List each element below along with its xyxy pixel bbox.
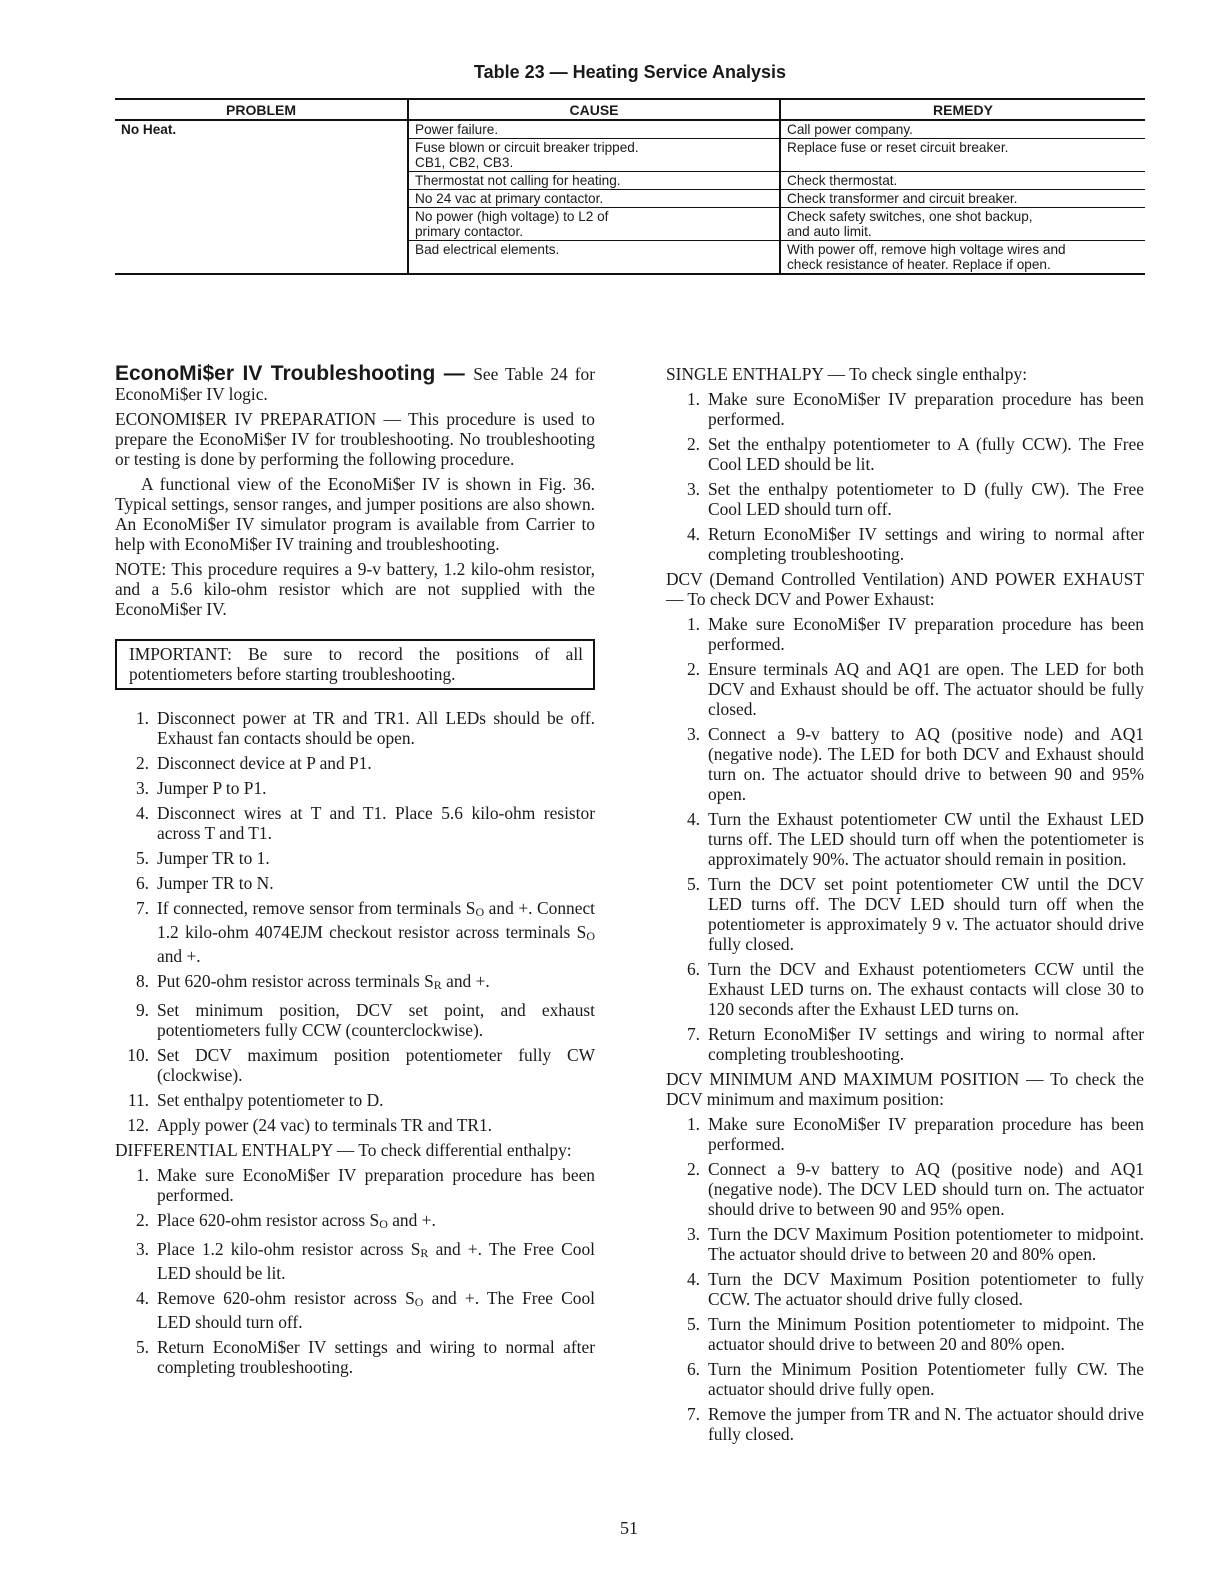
list-item bbox=[115, 1239, 595, 1283]
step-text: Turn the DCV Maximum Position potentiometer to midpoint. The actuator should drive to between 20 and 80% open. bbox=[708, 1224, 1144, 1264]
step-text: and +. bbox=[441, 971, 490, 991]
remedy-cell bbox=[780, 172, 1145, 190]
cause-line: primary contactor. bbox=[415, 224, 524, 239]
left-column bbox=[115, 364, 595, 1377]
step-number: 5 . bbox=[115, 848, 149, 868]
list-item bbox=[666, 659, 1144, 719]
step-number: 4 . bbox=[666, 524, 700, 544]
step-text: Turn the Exhaust potentiometer CW until the Exhaust LED turns off. The LED should turn off when the potentiometer is approximately 90%. The actuator should remain in position. bbox=[708, 809, 1144, 869]
cause-cell bbox=[408, 241, 780, 275]
step-text: Turn the Minimum Position potentiometer to midpoint. The actuator should drive to between 20 and 80% open. bbox=[708, 1314, 1144, 1354]
prep-label: ECONOMI$ER IV PREPARATION bbox=[115, 409, 377, 429]
list-item bbox=[115, 753, 595, 773]
single-steps bbox=[666, 389, 1144, 564]
step-number: 7 . bbox=[666, 1024, 700, 1044]
step-text: and +. The Free Cool LED should be lit. bbox=[157, 1239, 595, 1283]
step-number: 1 . bbox=[115, 1165, 149, 1185]
subscript: O bbox=[475, 905, 485, 919]
step-text: Disconnect wires at T and T1. Place 5.6 kilo-ohm resistor across T and T1. bbox=[157, 803, 595, 843]
step-text: Disconnect power at TR and TR1. All LEDs should be off. Exhaust fan contacts should be open. bbox=[157, 708, 595, 748]
list-item bbox=[115, 708, 595, 748]
cause-line: Bad electrical elements. bbox=[415, 242, 560, 257]
remedy-line: Check transformer and circuit breaker. bbox=[787, 191, 1018, 206]
table-title: Table 23 — Heating Service Analysis bbox=[473, 62, 787, 82]
step-number: 3 . bbox=[666, 724, 700, 744]
step-number: 8 . bbox=[115, 971, 149, 991]
remedy-cell bbox=[780, 120, 1145, 139]
step-number: 4 . bbox=[115, 1288, 149, 1308]
list-item bbox=[666, 434, 1144, 474]
list-item bbox=[115, 1090, 595, 1110]
step-text: Set minimum position, DCV set point, and exhaust potentiometers fully CCW (counterclockwise). bbox=[157, 1000, 595, 1040]
step-text: Ensure terminals AQ and AQ1 are open. The LED for both DCV and Exhaust should be off. The actuator should be fully closed. bbox=[708, 659, 1144, 719]
list-item bbox=[666, 959, 1144, 1019]
section-intro bbox=[115, 364, 595, 404]
step-number: 12 . bbox=[115, 1115, 149, 1135]
remedy-line: Check thermostat. bbox=[787, 173, 898, 188]
prep-steps bbox=[115, 708, 595, 1135]
step-text: Place 620-ohm resistor across S bbox=[157, 1210, 380, 1230]
diff-steps bbox=[115, 1165, 595, 1377]
step-text: and +. Connect 1.2 kilo-ohm 4074EJM checkout resistor across terminals S bbox=[157, 898, 595, 942]
list-item bbox=[666, 479, 1144, 519]
table-header-row bbox=[115, 99, 1145, 120]
step-text: Turn the DCV and Exhaust potentiometers CCW until the Exhaust LED turns on. The exhaust contacts will close 30 to 120 seconds after the Exhaust LED turns on. bbox=[708, 959, 1144, 1019]
cause-line: Thermostat not calling for heating. bbox=[415, 173, 621, 188]
step-text: Connect a 9-v battery to AQ (positive node) and AQ1 (negative node). The DCV LED should turn on. The actuator should drive to between 90 and 95% open. bbox=[708, 1159, 1144, 1219]
step-number: 2 . bbox=[666, 659, 700, 679]
step-number: 1 . bbox=[666, 614, 700, 634]
list-item bbox=[115, 1045, 595, 1085]
diff-heading: DIFFERENTIAL ENTHALPY — To check differential enthalpy: bbox=[115, 1140, 572, 1160]
cause-line: CB1, CB2, CB3. bbox=[415, 155, 514, 170]
cause-cell bbox=[408, 190, 780, 208]
list-item bbox=[666, 1114, 1144, 1154]
remedy-cell bbox=[780, 241, 1145, 275]
step-text: Apply power (24 vac) to terminals TR and TR1. bbox=[157, 1115, 493, 1135]
remedy-line: Check safety switches, one shot backup, bbox=[787, 209, 1033, 224]
step-number: 2 . bbox=[115, 753, 149, 773]
heading-dash: — bbox=[435, 362, 474, 385]
prep-text: — This procedure is used to prepare the EconoMi$er IV for troubleshooting. No troubleshooting or testing is done by performing the following procedure. bbox=[115, 409, 595, 469]
step-number: 3 . bbox=[666, 1224, 700, 1244]
step-text: Set DCV maximum position potentiometer fully CW (clockwise). bbox=[157, 1045, 595, 1085]
subscript: R bbox=[420, 1246, 429, 1260]
step-text: Make sure EconoMi$er IV preparation procedure has been performed. bbox=[157, 1165, 595, 1205]
list-item bbox=[666, 724, 1144, 804]
remedy-line: Replace fuse or reset circuit breaker. bbox=[787, 140, 1009, 155]
list-item bbox=[115, 873, 595, 893]
subscript: R bbox=[433, 978, 442, 992]
minmax-steps bbox=[666, 1114, 1144, 1444]
subscript: O bbox=[414, 1295, 424, 1309]
list-item bbox=[115, 898, 595, 966]
step-text: Set the enthalpy potentiometer to D (fully CW). The Free Cool LED should turn off. bbox=[708, 479, 1144, 519]
step-text: Disconnect device at P and P1. bbox=[157, 753, 372, 773]
remedy-line: With power off, remove high voltage wires and bbox=[787, 242, 1066, 257]
remedy-line: check resistance of heater. Replace if open. bbox=[787, 257, 1051, 272]
step-number: 9 . bbox=[115, 1000, 149, 1020]
problem-cell: No Heat. bbox=[115, 120, 408, 274]
step-number: 5 . bbox=[666, 874, 700, 894]
remedy-cell bbox=[780, 208, 1145, 241]
cause-line: Power failure. bbox=[415, 122, 499, 137]
step-text: and +. bbox=[157, 946, 201, 966]
step-text: Turn the DCV Maximum Position potentiometer to fully CCW. The actuator should drive fully closed. bbox=[708, 1269, 1144, 1309]
list-item bbox=[666, 1024, 1144, 1064]
step-text: Put 620-ohm resistor across terminals S bbox=[157, 971, 434, 991]
header-problem: PROBLEM bbox=[115, 99, 408, 120]
subscript: O bbox=[586, 929, 595, 943]
dcv-heading: DCV (Demand Controlled Ventilation) AND POWER EXHAUST — To check DCV and Power Exhaust: bbox=[666, 569, 1144, 609]
list-item bbox=[115, 971, 595, 995]
list-item bbox=[115, 1115, 595, 1135]
step-text: Make sure EconoMi$er IV preparation procedure has been performed. bbox=[708, 614, 1144, 654]
step-number: 5 . bbox=[666, 1314, 700, 1334]
step-number: 3 . bbox=[666, 479, 700, 499]
step-text: Jumper TR to 1. bbox=[157, 848, 270, 868]
step-number: 7 . bbox=[115, 898, 149, 918]
step-number: 2 . bbox=[666, 1159, 700, 1179]
cause-line: No 24 vac at primary contactor. bbox=[415, 191, 604, 206]
section-heading: EconoMi$er IV Troubleshooting bbox=[115, 362, 436, 385]
page-number: 51 bbox=[620, 1518, 638, 1538]
cause-cell bbox=[408, 172, 780, 190]
step-text: Return EconoMi$er IV settings and wiring to normal after completing troubleshooting. bbox=[157, 1337, 595, 1377]
list-item bbox=[666, 389, 1144, 429]
step-number: 7 . bbox=[666, 1404, 700, 1424]
list-item bbox=[666, 1314, 1144, 1354]
cause-cell bbox=[408, 120, 780, 139]
step-number: 4 . bbox=[115, 803, 149, 823]
heading-tail: See Table 24 for EconoMi$er IV logic. bbox=[115, 364, 595, 404]
cause-line: Fuse blown or circuit breaker tripped. bbox=[415, 140, 639, 155]
step-text: Set the enthalpy potentiometer to A (fully CCW). The Free Cool LED should be lit. bbox=[708, 434, 1144, 474]
list-item bbox=[666, 1404, 1144, 1444]
prep-paragraph bbox=[115, 409, 595, 469]
step-text: If connected, remove sensor from terminals S bbox=[157, 898, 476, 918]
step-text: Make sure EconoMi$er IV preparation procedure has been performed. bbox=[708, 1114, 1144, 1154]
step-text: Connect a 9-v battery to AQ (positive node) and AQ1 (negative node). The LED for both DCV and Exhaust should turn on. The actuator should drive to between 90 and 95% open. bbox=[708, 724, 1144, 804]
step-text: Set enthalpy potentiometer to D. bbox=[157, 1090, 384, 1110]
step-number: 2 . bbox=[115, 1210, 149, 1230]
subscript: O bbox=[379, 1217, 388, 1231]
list-item bbox=[666, 809, 1144, 869]
functional-paragraph: A functional view of the EconoMi$er IV is shown in Fig. 36. Typical settings, sensor ranges, and jumper positions are also shown. An EconoMi$er IV simulator program is available from Carrier to help with EconoMi$er IV training and troubleshooting. bbox=[115, 474, 595, 554]
step-number: 3 . bbox=[115, 778, 149, 798]
list-item bbox=[115, 803, 595, 843]
step-text: Turn the Minimum Position Potentiometer fully CW. The actuator should drive fully open. bbox=[708, 1359, 1144, 1399]
step-number: 10 . bbox=[115, 1045, 149, 1065]
step-text: Remove the jumper from TR and N. The actuator should drive fully closed. bbox=[708, 1404, 1144, 1444]
list-item bbox=[666, 1359, 1144, 1399]
remedy-line: and auto limit. bbox=[787, 224, 872, 239]
step-text: and +. The Free Cool LED should turn off. bbox=[157, 1288, 596, 1332]
list-item bbox=[666, 874, 1144, 954]
step-number: 5 . bbox=[115, 1337, 149, 1357]
important-box: IMPORTANT: Be sure to record the positions of all potentiometers before starting troubleshooting. bbox=[115, 639, 595, 690]
step-number: 2 . bbox=[666, 434, 700, 454]
step-text: Place 1.2 kilo-ohm resistor across S bbox=[157, 1239, 421, 1259]
minmax-heading: DCV MINIMUM AND MAXIMUM POSITION — To check the DCV minimum and maximum position: bbox=[666, 1069, 1144, 1109]
dcv-steps bbox=[666, 614, 1144, 1064]
step-text: Turn the DCV set point potentiometer CW until the DCV LED turns off. The DCV LED should turn off when the potentiometer is approximately 9 v. The actuator should drive fully closed. bbox=[708, 874, 1144, 954]
step-text: Remove 620-ohm resistor across S bbox=[157, 1288, 415, 1308]
step-number: 11 . bbox=[115, 1090, 149, 1110]
list-item bbox=[115, 1165, 595, 1205]
list-item bbox=[115, 848, 595, 868]
step-number: 6 . bbox=[115, 873, 149, 893]
step-number: 1 . bbox=[666, 389, 700, 409]
list-item bbox=[666, 614, 1144, 654]
cause-line: No power (high voltage) to L2 of bbox=[415, 209, 609, 224]
list-item bbox=[115, 1000, 595, 1040]
step-text: Return EconoMi$er IV settings and wiring to normal after completing troubleshooting. bbox=[708, 524, 1144, 564]
remedy-cell bbox=[780, 139, 1145, 172]
cause-cell bbox=[408, 139, 780, 172]
step-number: 3 . bbox=[115, 1239, 149, 1259]
right-column bbox=[666, 364, 1144, 1444]
step-number: 1 . bbox=[666, 1114, 700, 1134]
list-item bbox=[666, 1224, 1144, 1264]
step-number: 4 . bbox=[666, 809, 700, 829]
single-heading: SINGLE ENTHALPY — To check single enthalpy: bbox=[666, 364, 1028, 384]
step-number: 6 . bbox=[666, 959, 700, 979]
list-item bbox=[115, 778, 595, 798]
list-item bbox=[666, 524, 1144, 564]
cause-cell bbox=[408, 208, 780, 241]
heating-service-table bbox=[115, 98, 1145, 275]
list-item bbox=[115, 1337, 595, 1377]
step-text: Jumper TR to N. bbox=[157, 873, 274, 893]
step-number: 6 . bbox=[666, 1359, 700, 1379]
list-item bbox=[115, 1210, 595, 1234]
list-item bbox=[666, 1159, 1144, 1219]
table-row bbox=[115, 120, 1145, 139]
list-item bbox=[115, 1288, 595, 1332]
step-text: Return EconoMi$er IV settings and wiring to normal after completing troubleshooting. bbox=[708, 1024, 1144, 1064]
note-paragraph: NOTE: This procedure requires a 9-v battery, 1.2 kilo-ohm resistor, and a 5.6 kilo-ohm resistor which are not supplied with the EconoMi$er IV. bbox=[115, 559, 595, 619]
step-text: and +. bbox=[387, 1210, 436, 1230]
step-text: Jumper P to P1. bbox=[157, 778, 267, 798]
step-text: Make sure EconoMi$er IV preparation procedure has been performed. bbox=[708, 389, 1144, 429]
header-remedy: REMEDY bbox=[780, 99, 1145, 120]
step-number: 1 . bbox=[115, 708, 149, 728]
step-number: 4 . bbox=[666, 1269, 700, 1289]
remedy-cell bbox=[780, 190, 1145, 208]
list-item bbox=[666, 1269, 1144, 1309]
remedy-line: Call power company. bbox=[787, 122, 913, 137]
header-cause: CAUSE bbox=[408, 99, 780, 120]
